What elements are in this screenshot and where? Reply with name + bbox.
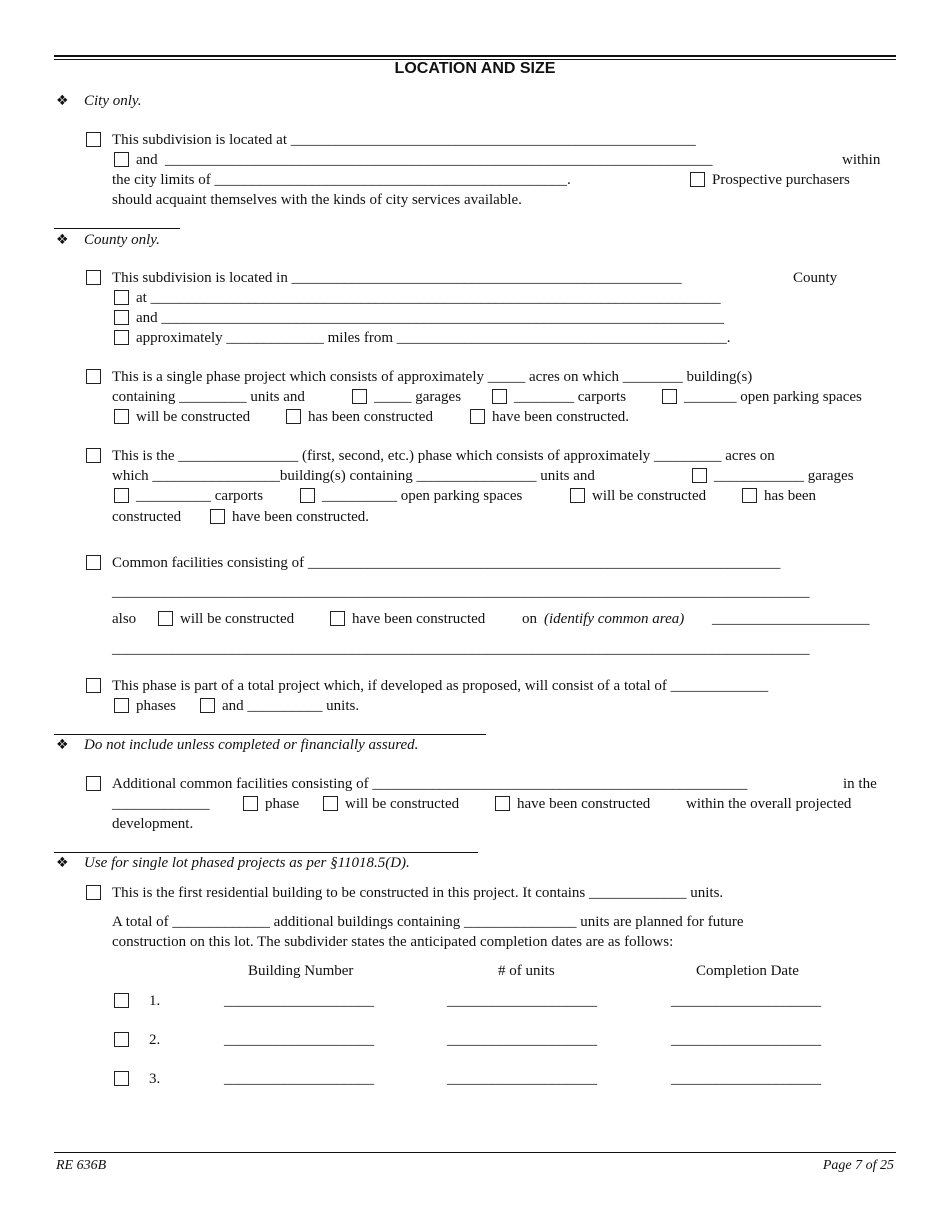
row-number: 2. [149,1032,161,1048]
additional-line-1: Additional common facilities consisting of __________________________________________________ [112,776,748,792]
single-will-label: will be constructed [136,409,251,425]
prospective-purchasers-label: Prospective purchasers [712,172,850,188]
city-and-label: and [136,152,158,168]
phase-carports: __________ carports [136,488,264,504]
total-phases-label: phases [136,698,176,714]
section-divider [54,228,180,229]
section-divider [54,852,478,853]
common-checkbox[interactable] [86,555,101,570]
common-identify-label: (identify common area) [544,611,685,627]
city-heading: City only. [84,93,142,109]
single-line-2: containing _________ units and [112,389,305,405]
county-and-checkbox[interactable] [114,310,129,325]
common-have-label: have been constructed [352,611,486,627]
common-have-checkbox[interactable] [330,611,345,626]
total-and-units: and __________ units. [222,698,360,714]
diamond-bullet-icon: ❖ [56,232,69,248]
single-parking-checkbox[interactable] [662,389,677,404]
common-will-checkbox[interactable] [158,611,173,626]
common-area-blank[interactable]: _____________________ [712,611,870,627]
additional-in-the: in the [843,776,877,792]
completion-date-blank[interactable]: ____________________ [671,1071,821,1087]
common-line-1: Common facilities consisting of _______________________________________________________________ [112,555,781,571]
common-will-label: will be constructed [180,611,295,627]
single-parking: _______ open parking spaces [684,389,862,405]
single-will-checkbox[interactable] [114,409,129,424]
section-divider [54,734,486,735]
county-line-3: and ___________________________________________________________________________ [136,310,724,326]
total-line-1: This phase is part of a total project which, if developed as proposed, will consist of a total of _____________ [112,678,769,694]
prospective-purchasers-checkbox[interactable] [690,172,705,187]
county-approx-checkbox[interactable] [114,330,129,345]
single-lot-line-2: A total of _____________ additional buildings containing _______________ units are planned for future [112,914,744,930]
county-line-2: at ____________________________________________________________________________ [136,290,721,306]
additional-line-3: development. [112,816,194,832]
phase-will-label: will be constructed [592,488,707,504]
phase-has-checkbox[interactable] [742,488,757,503]
row-checkbox[interactable] [114,1032,129,1047]
completion-date-blank[interactable]: ____________________ [671,993,821,1009]
single-carports-checkbox[interactable] [492,389,507,404]
phase-parking: __________ open parking spaces [322,488,523,504]
top-double-rule-1 [54,55,896,57]
single-have-label: have been constructed. [492,409,630,425]
phase-has-label: has been [764,488,817,504]
page-title: LOCATION AND SIZE [394,60,556,77]
phase-checkbox[interactable] [86,448,101,463]
additional-will-checkbox[interactable] [323,796,338,811]
phase-parking-checkbox[interactable] [300,488,315,503]
notinc-heading: Do not include unless completed or financially assured. [84,737,419,753]
single-have-checkbox[interactable] [470,409,485,424]
single-garages: _____ garages [374,389,462,405]
diamond-bullet-icon: ❖ [56,93,69,109]
city-and-checkbox[interactable] [114,152,129,167]
additional-have-checkbox[interactable] [495,796,510,811]
total-and-checkbox[interactable] [200,698,215,713]
city-line-1: This subdivision is located at ______________________________________________________ [112,132,696,148]
additional-phase-checkbox[interactable] [243,796,258,811]
diamond-bullet-icon: ❖ [56,855,69,871]
form-id: RE 636B [56,1158,107,1173]
units-blank[interactable]: ____________________ [447,993,597,1009]
row-checkbox[interactable] [114,993,129,1008]
phase-have-label: have been constructed. [232,509,370,525]
phase-have-checkbox[interactable] [210,509,225,524]
additional-within-label: within the overall projected [686,796,852,812]
diamond-bullet-icon: ❖ [56,737,69,753]
single-carports: ________ carports [514,389,627,405]
common-also-label: also [112,611,137,627]
county-line-4: approximately _____________ miles from ____________________________________________. [136,330,731,346]
phase-carports-checkbox[interactable] [114,488,129,503]
county-label: County [793,270,838,286]
phase-garages-checkbox[interactable] [692,468,707,483]
city-within-label: within [842,152,881,168]
county-location-checkbox[interactable] [86,270,101,285]
total-phases-checkbox[interactable] [114,698,129,713]
county-line-1: This subdivision is located in ____________________________________________________ [112,270,682,286]
single-has-checkbox[interactable] [286,409,301,424]
column-header-units: # of units [498,963,555,979]
column-header-completion: Completion Date [696,963,799,979]
units-blank[interactable]: ____________________ [447,1032,597,1048]
single-garages-checkbox[interactable] [352,389,367,404]
single-phase-checkbox[interactable] [86,369,101,384]
column-header-building: Building Number [248,963,354,979]
additional-phase-blank[interactable]: _____________ [112,796,210,812]
units-blank[interactable]: ____________________ [447,1071,597,1087]
city-line-4: should acquaint themselves with the kinds of city services available. [112,192,522,208]
common-on-label: on [522,611,537,627]
single-line-1: This is a single phase project which consists of approximately _____ acres on which ________ building(s) [112,369,753,385]
single-lot-line-3: construction on this lot. The subdivider states the anticipated completion dates are as follows: [112,934,674,950]
city-location-checkbox[interactable] [86,132,101,147]
city-and-blank[interactable]: _________________________________________________________________________ [165,152,713,168]
phase-line-2: which _________________building(s) containing ________________ units and [112,468,595,484]
first-building-checkbox[interactable] [86,885,101,900]
phase-constructed-label: constructed [112,509,182,525]
common-line-2: _____________________________________________________________________________________________ [112,584,810,600]
county-heading: County only. [84,232,160,248]
single-lot-line-1: This is the first residential building to be constructed in this project. It contains _____________ units. [112,885,724,901]
page-number: Page 7 of 25 [822,1158,894,1173]
footer-rule [54,1152,896,1153]
row-number: 1. [149,993,161,1009]
row-checkbox[interactable] [114,1071,129,1086]
additional-phase-label: phase [265,796,300,812]
county-at-checkbox[interactable] [114,290,129,305]
single-lot-heading: Use for single lot phased projects as per §11018.5(D). [84,855,410,871]
phase-will-checkbox[interactable] [570,488,585,503]
phase-line-1: This is the ________________ (first, second, etc.) phase which consists of approximately _________ acres on [112,448,775,464]
building-number-blank[interactable]: ____________________ [224,1032,374,1048]
single-has-label: has been constructed [308,409,433,425]
building-number-blank[interactable]: ____________________ [224,1071,374,1087]
common-line-4: _____________________________________________________________________________________________ [112,641,810,657]
building-number-blank[interactable]: ____________________ [224,993,374,1009]
phase-garages: ____________ garages [714,468,854,484]
total-checkbox[interactable] [86,678,101,693]
row-number: 3. [149,1071,161,1087]
city-line-3: the city limits of _______________________________________________. [112,172,571,188]
additional-have-label: have been constructed [517,796,651,812]
additional-will-label: will be constructed [345,796,460,812]
additional-checkbox[interactable] [86,776,101,791]
completion-date-blank[interactable]: ____________________ [671,1032,821,1048]
